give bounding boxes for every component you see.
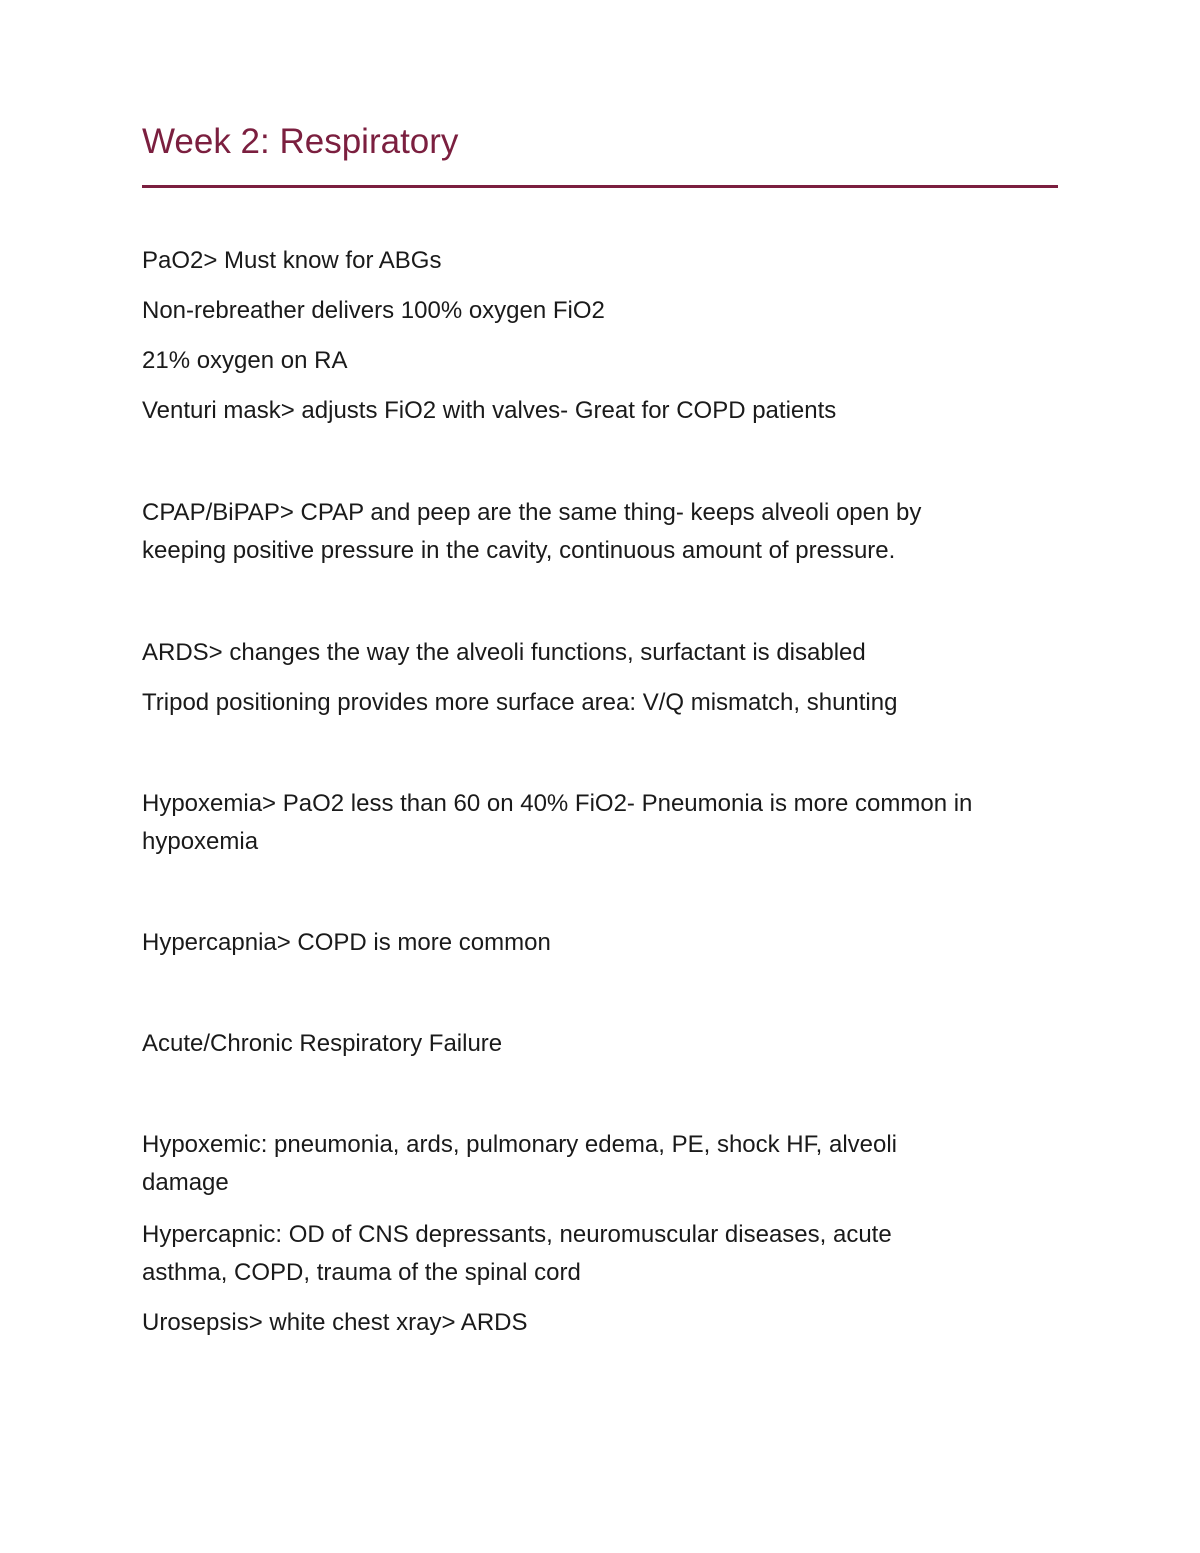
note-line-hypercapnic-2: asthma, COPD, trauma of the spinal cord bbox=[142, 1259, 581, 1286]
note-line-venturi-mask: Venturi mask> adjusts FiO2 with valves- Great for COPD patients bbox=[142, 397, 837, 424]
note-line-hypoxemia-1: Hypoxemia> PaO2 less than 60 on 40% FiO2- Pneumonia is more common in bbox=[142, 790, 973, 817]
note-line-ards: ARDS> changes the way the alveoli functions, surfactant is disabled bbox=[142, 639, 866, 666]
note-line-room-air: 21% oxygen on RA bbox=[142, 347, 348, 374]
note-line-hypercapnia: Hypercapnia> COPD is more common bbox=[142, 929, 551, 956]
note-line-respiratory-failure: Acute/Chronic Respiratory Failure bbox=[142, 1030, 503, 1057]
note-line-cpap-2: keeping positive pressure in the cavity, continuous amount of pressure. bbox=[142, 537, 896, 564]
page-title: Week 2: Respiratory bbox=[142, 122, 459, 161]
note-line-hypoxemia-2: hypoxemia bbox=[142, 828, 259, 855]
note-line-urosepsis: Urosepsis> white chest xray> ARDS bbox=[142, 1309, 528, 1336]
title-divider bbox=[142, 185, 1058, 188]
note-line-hypoxemic-2: damage bbox=[142, 1169, 229, 1196]
note-line-pao2: PaO2> Must know for ABGs bbox=[142, 247, 442, 274]
note-line-cpap-1: CPAP/BiPAP> CPAP and peep are the same thing- keeps alveoli open by bbox=[142, 499, 922, 526]
note-line-hypoxemic-1: Hypoxemic: pneumonia, ards, pulmonary edema, PE, shock HF, alveoli bbox=[142, 1131, 898, 1158]
note-line-hypercapnic-1: Hypercapnic: OD of CNS depressants, neuromuscular diseases, acute bbox=[142, 1221, 892, 1248]
note-line-non-rebreather: Non-rebreather delivers 100% oxygen FiO2 bbox=[142, 297, 605, 324]
note-line-tripod: Tripod positioning provides more surface area: V/Q mismatch, shunting bbox=[142, 689, 898, 716]
